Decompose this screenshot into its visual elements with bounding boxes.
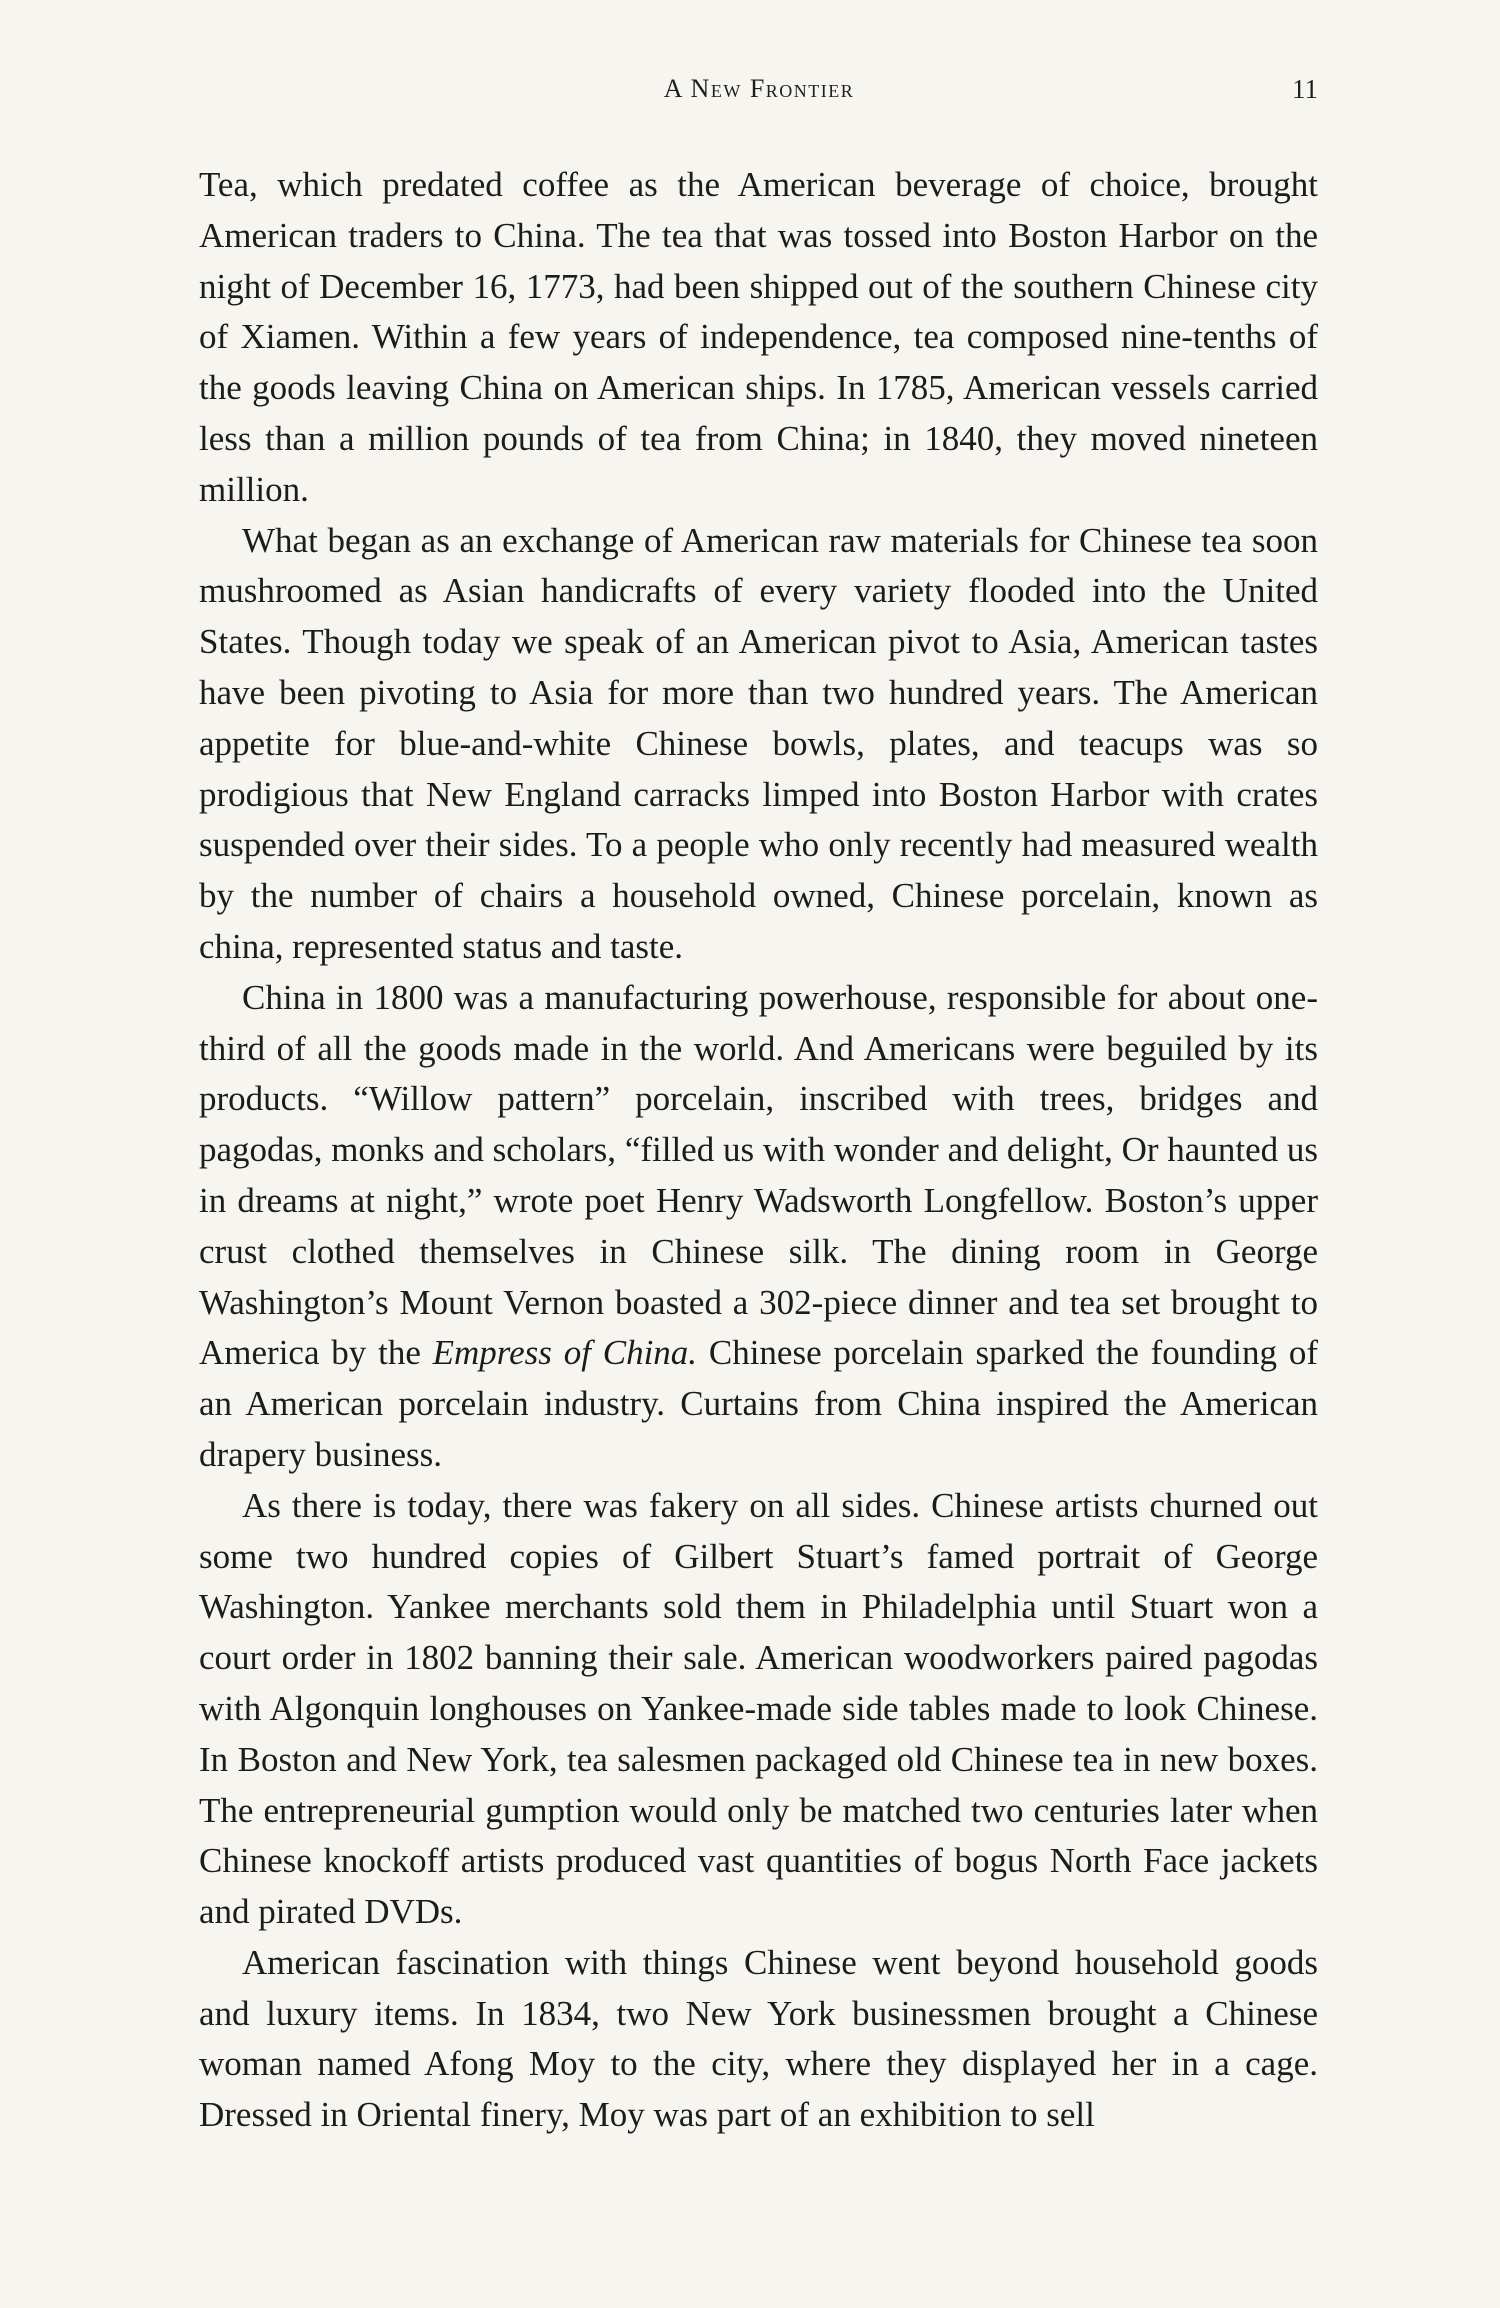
paragraph-3 [199, 973, 1318, 1481]
paragraph-3-text-a: China in 1800 was a manufacturing powerhouse, responsible for about one-third of all the goods made in the world. And Americans were beguiled by its products. “Willow pattern” porcelain, inscribed with trees, bridges and pagodas, monks and scholars, “filled us with wonder and delight, Or haunted us in dreams at night,” wrote poet Henry Wadsworth Longfellow. Boston’s upper crust clothed themselves in Chinese silk. The dining room in George Washington’s Mount Vernon boasted a 302-piece dinner and tea set brought to America by the [199, 977, 1318, 1373]
running-head [200, 74, 1318, 114]
page-number: 11 [1292, 74, 1318, 104]
ship-name-italic: Empress of China. [432, 1333, 698, 1373]
body-text [199, 160, 1318, 2141]
paragraph-4: As there is today, there was fakery on all sides. Chinese artists churned out some two hundred copies of Gilbert Stuart’s famed portrait of George Washington. Yankee merchants sold them in Philadelphia until Stuart won a court order in 1802 banning their sale. American woodworkers paired pagodas with Algonquin longhouses on Yankee-made side tables made to look Chinese. In Boston and New York, tea salesmen packaged old Chinese tea in new boxes. The entrepreneurial gumption would only be matched two centuries later when Chinese knockoff artists produced vast quantities of bogus North Face jackets and pirated DVDs. [199, 1485, 1318, 1932]
paragraph-3-text-b: Chinese porcelain sparked the founding of an American porcelain industry. Curtains from China inspired the American drapery business. [199, 1333, 1318, 1474]
paragraph-5: American fascination with things Chinese went beyond household goods and luxury items. In 1834, two New York businessmen brought a Chinese woman named Afong Moy to the city, where they displayed her in a cage. Dressed in Oriental finery, Moy was part of an exhibition to sell [199, 1942, 1318, 2135]
paragraph-2: What began as an exchange of American raw materials for Chinese tea soon mushroomed as Asian handicrafts of every variety flooded into the United States. Though today we speak of an American pivot to Asia, American tastes have been pivoting to Asia for more than two hundred years. The American appetite for blue-and-white Chinese bowls, plates, and teacups was so prodigious that New England carracks limped into Boston Harbor with crates suspended over their sides. To a people who only recently had measured wealth by the number of chairs a household owned, Chinese porcelain, known as china, represented status and taste. [199, 520, 1318, 966]
running-title: A New Frontier [663, 74, 855, 103]
paragraph-1: Tea, which predated coffee as the American beverage of choice, brought American traders to China. The tea that was tossed into Boston Harbor on the night of December 16, 1773, had been shipped out of the southern Chinese city of Xiamen. Within a few years of independence, tea composed nine-tenths of the goods leaving China on American ships. In 1785, American vessels carried less than a million pounds of tea from China; in 1840, they moved nineteen million. [199, 165, 1318, 509]
